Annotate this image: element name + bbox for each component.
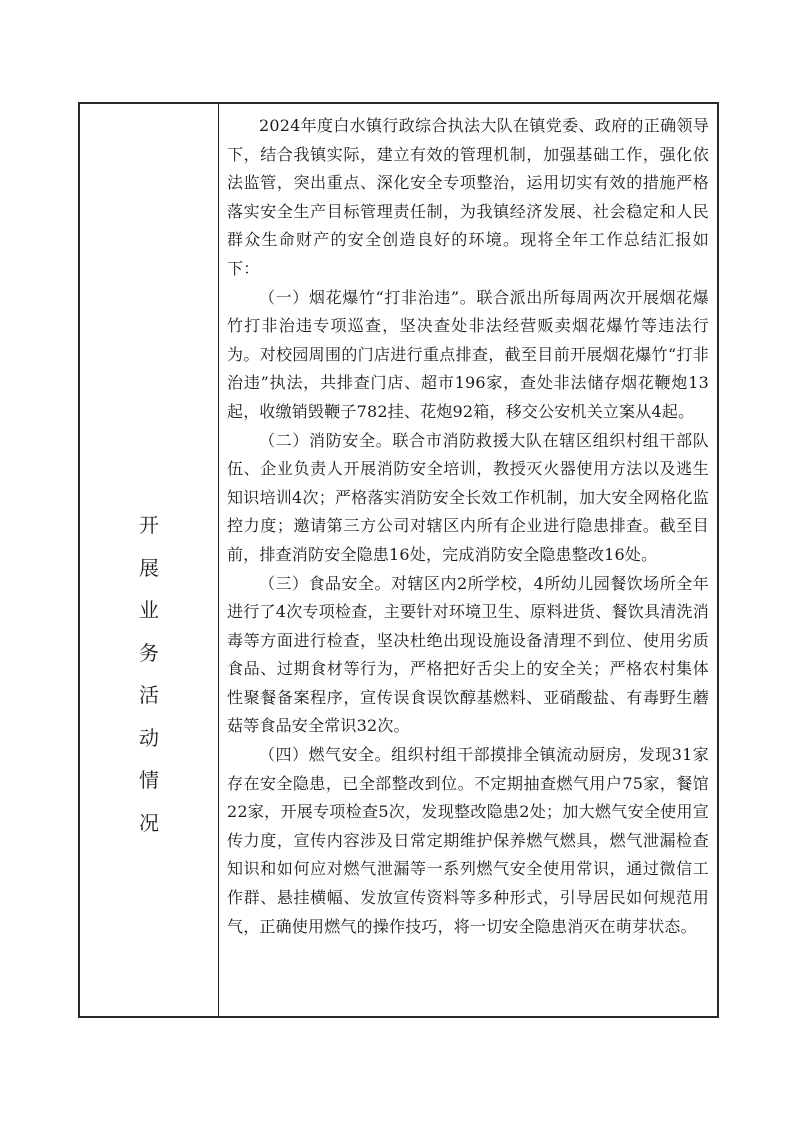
section-label-char: 动 bbox=[139, 725, 159, 750]
section-content-cell bbox=[227, 112, 709, 941]
section-label-char: 情 bbox=[139, 768, 159, 792]
intro-paragraph: 2024年度白水镇行政综合执法大队在镇党委、政府的正确领导下，结合我镇实际，建立有效的管理机制，加强基础工作，强化依法监管，突出重点、深化安全专项整治，运用切实有效的措施严格落实安全生产目标管理责任制，为我镇经济发展、社会稳定和人民群众生命财产的安全创造良好的环境。现将全年工作总结汇报如下： bbox=[227, 116, 709, 278]
fireworks-paragraph: （一）烟花爆竹“打非治违”。联合派出所每周两次开展烟花爆竹打非治违专项巡查，坚决查处非法经营贩卖烟花爆竹等违法行为。对校园周围的门店进行重点排查，截至目前开展烟花爆竹“打非治违”执法，共排查门店、超市196家，查处非法储存烟花鞭炮13起，收缴销毁鞭子782挂、花炮92箱，移交公安机关立案从4起。 bbox=[227, 287, 709, 421]
activity-report-table bbox=[78, 102, 719, 1018]
section-label-char: 活 bbox=[139, 683, 159, 707]
food-safety-paragraph: （三）食品安全。对辖区内2所学校，4所幼儿园餐饮场所全年进行了4次专项检查，主要针对环境卫生、原料进货、餐饮具清洗消毒等方面进行检查，坚决杜绝出现设施设备清理不到位、使用劣质食品、过期食材等行为，严格把好舌尖上的安全关；严格农村集体性聚餐备案程序，宣传误食误饮醇基燃料、亚硝酸盐、有毒野生蘑菇等食品安全常识32次。 bbox=[227, 573, 709, 736]
section-label-char: 业 bbox=[139, 598, 159, 622]
section-label-char: 开 bbox=[139, 513, 159, 537]
section-label-vertical bbox=[80, 504, 218, 844]
section-label-char: 况 bbox=[139, 810, 159, 835]
column-divider bbox=[218, 104, 219, 1016]
section-label-char: 展 bbox=[139, 555, 159, 580]
section-label-cell bbox=[80, 104, 218, 1016]
fire-safety-paragraph: （二）消防安全。联合市消防救援大队在辖区组织村组干部队伍、企业负责人开展消防安全培训，教授灭火器使用方法以及逃生知识培训4次；严格落实消防安全长效工作机制，加大安全网格化监控力度；邀请第三方公司对辖区内所有企业进行隐患排查。截至目前，排查消防安全隐患16处，完成消防安全隐患整改16处。 bbox=[227, 430, 709, 564]
gas-safety-paragraph: （四）燃气安全。组织村组干部摸排全镇流动厨房，发现31家存在安全隐患，已全部整改到位。不定期抽查燃气用户75家，餐馆22家，开展专项检查5次，发现整改隐患2处；加大燃气安全使用宣传力度，宣传内容涉及日常定期维护保养燃气燃具，燃气泄漏检查知识和如何应对燃气泄漏等一系列燃气安全使用常识，通过微信工作群、悬挂横幅、发放宣传资料等多种形式，引导居民如何规范用气，正确使用燃气的操作技巧，将一切安全隐患消灭在萌芽状态。 bbox=[227, 745, 709, 936]
section-label-char: 务 bbox=[139, 640, 159, 665]
